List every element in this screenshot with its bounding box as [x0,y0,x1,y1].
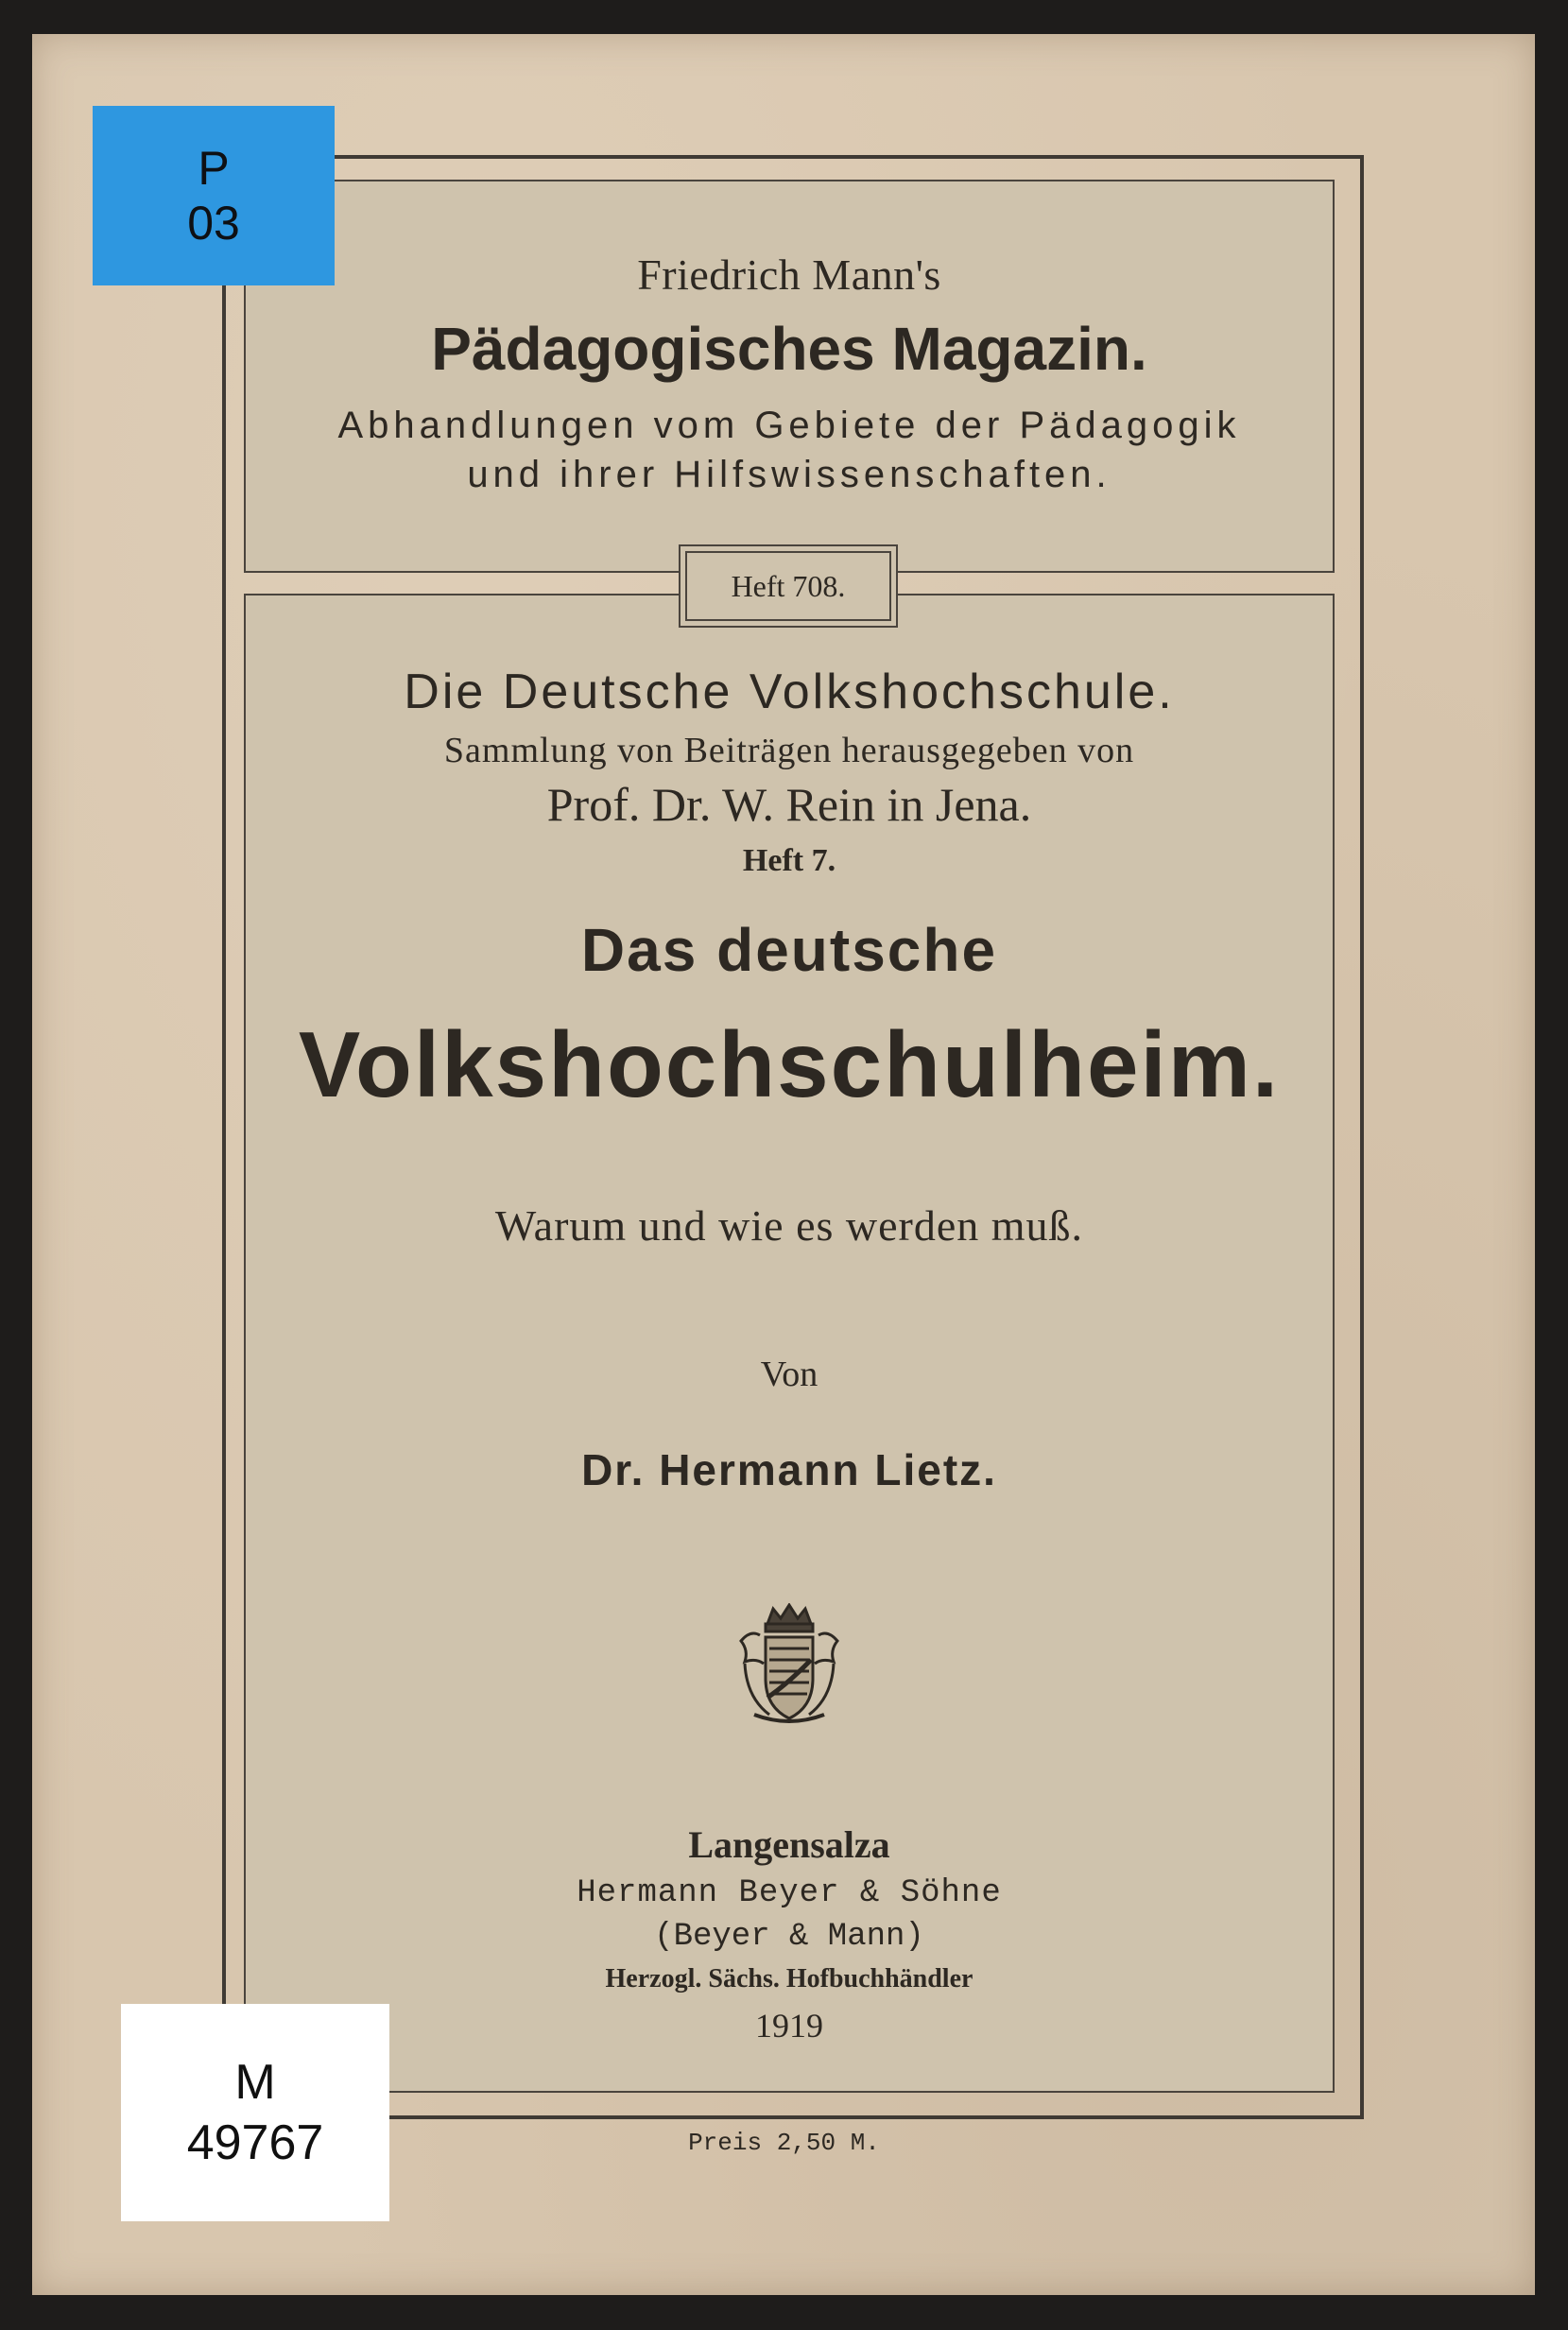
imprint-publisher-alt: (Beyer & Mann) [654,1919,924,1955]
by-line: Von [760,1355,818,1394]
price: Preis 2,50 M. [688,2129,880,2157]
magazine-header-panel [244,180,1335,573]
shelf-label-bottom-line2: 49767 [186,2115,324,2170]
imprint-year: 1919 [755,2007,823,2045]
ducal-coat-of-arms-icon [732,1603,847,1726]
issue-number: Heft 708. [731,568,846,603]
shelf-label-top-line2: 03 [187,197,240,250]
shelf-label-bottom-line1: M [234,2055,276,2110]
magazine-title: Pädagogisches Magazin. [431,315,1147,383]
series-name: Die Deutsche Volkshochschule. [404,664,1175,719]
book-title-panel [244,594,1335,2093]
series-editor: Prof. Dr. W. Rein in Jena. [546,778,1032,831]
issue-number-box [679,544,898,628]
series-collection: Sammlung von Beiträgen herausgegeben von [443,731,1135,770]
book-title-line1: Das deutsche [580,916,998,984]
imprint-publisher: Hermann Beyer & Söhne [577,1875,1002,1911]
magazine-subtitle-line2: und ihrer Hilfswissenschaften. [467,454,1111,495]
imprint-title: Herzogl. Sächs. Hofbuchhändler [605,1964,974,1993]
book-title-line2: Volkshochschulheim. [298,1012,1281,1116]
magazine-subtitle-line1: Abhandlungen vom Gebiete der Pädagogik [337,405,1241,446]
shelf-label-top [93,106,335,285]
shelf-label-top-line1: P [198,142,230,195]
series-volume: Heft 7. [742,843,836,878]
magazine-publisher: Friedrich Mann's [637,250,941,299]
author-name: Dr. Hermann Lietz. [581,1445,997,1494]
imprint-place: Langensalza [688,1823,890,1866]
book-subtitle: Warum und wie es werden muß. [494,1201,1084,1250]
shelf-label-bottom [121,2004,389,2221]
